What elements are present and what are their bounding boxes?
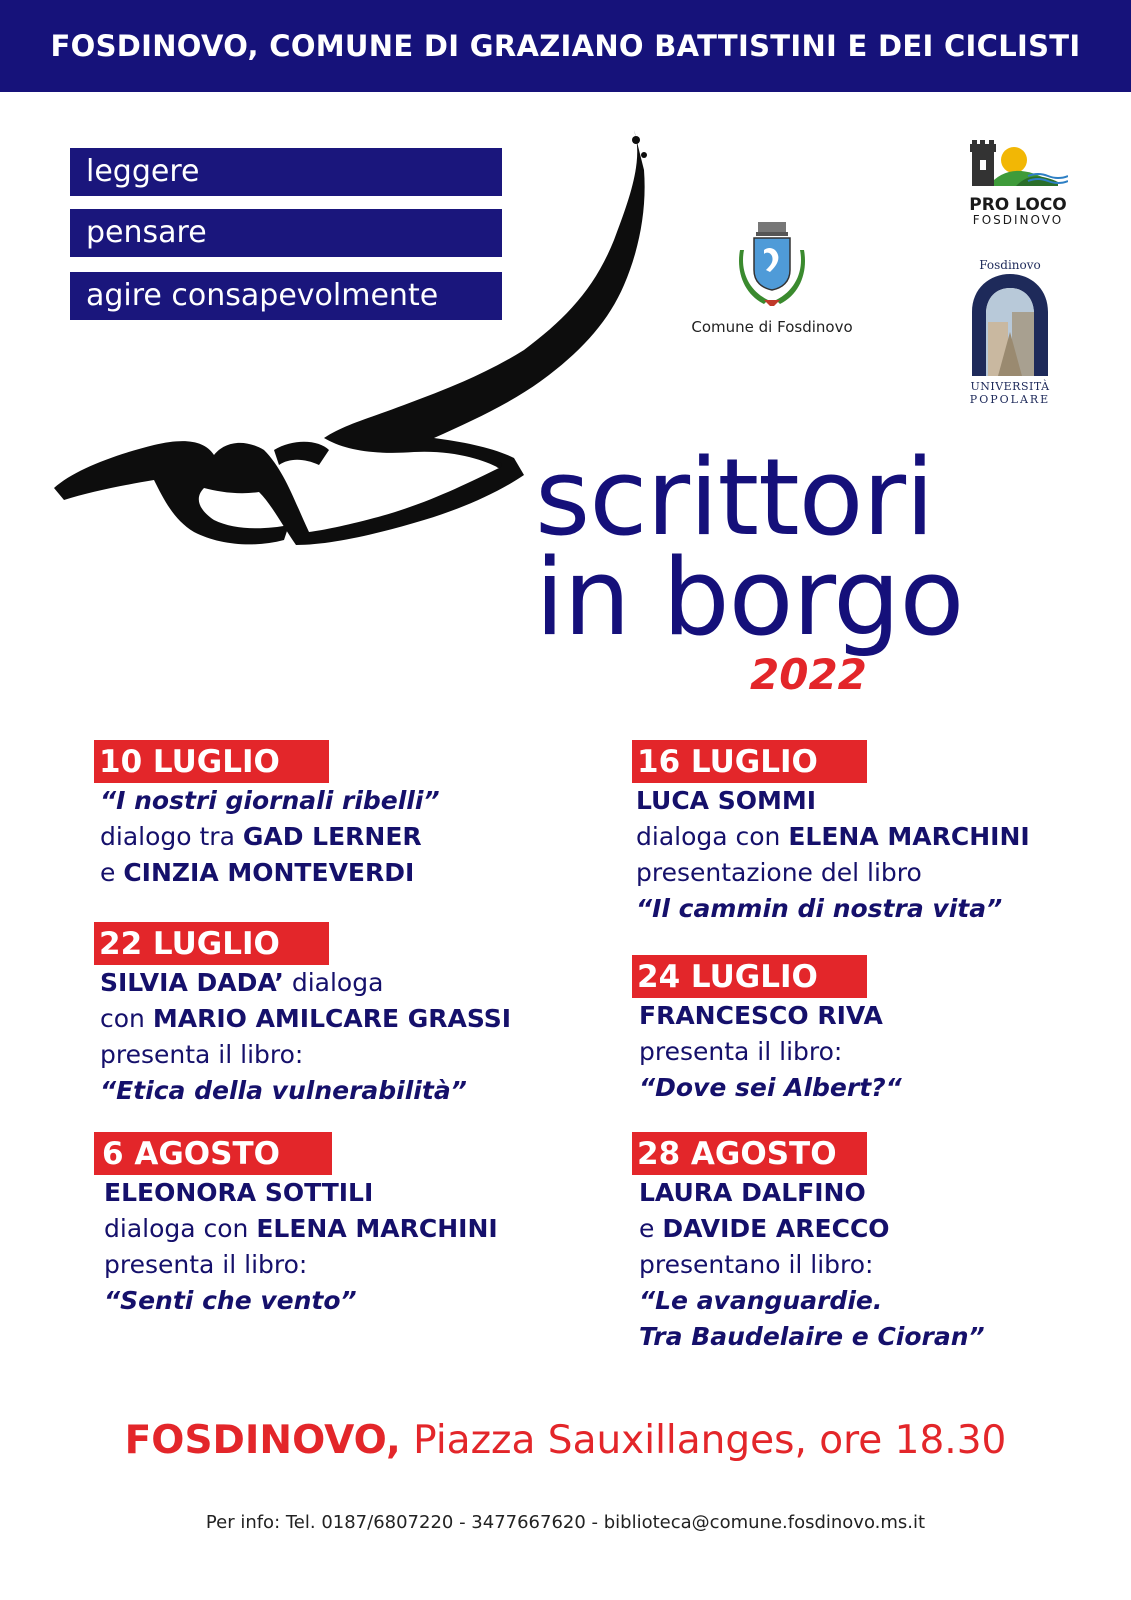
festival-year: 2022 <box>750 650 867 699</box>
banner-text: FOSDINOVO, COMUNE DI GRAZIANO BATTISTINI E DEI CICLISTI <box>50 29 1081 63</box>
event-date: 6 AGOSTO <box>94 1132 332 1175</box>
comune-logo <box>687 220 857 336</box>
comune-caption: Comune di Fosdinovo <box>691 318 853 336</box>
event-text: presentazione del libro <box>636 858 922 887</box>
event-speaker: ELEONORA SOTTILI <box>104 1178 374 1207</box>
event-text: presenta il libro: <box>639 1037 843 1066</box>
event-book: “Etica della vulnerabilità” <box>100 1076 467 1105</box>
event-speaker: FRANCESCO RIVA <box>639 1001 883 1030</box>
event-book: “Il cammin di nostra vita” <box>636 894 1003 923</box>
event-text: con <box>100 1004 153 1033</box>
event-text: dialoga <box>283 968 384 997</box>
event-6-agosto <box>94 1132 564 1319</box>
event-text: dialogo tra <box>100 822 243 851</box>
castle-tower-icon <box>968 140 1068 192</box>
event-date: 16 LUGLIO <box>632 740 867 783</box>
event-22-luglio <box>94 922 564 1109</box>
event-speaker: CINZIA MONTEVERDI <box>123 858 415 887</box>
univ-text-2: POPOLARE <box>969 393 1051 406</box>
archway-photo-icon <box>968 272 1052 376</box>
event-date: 22 LUGLIO <box>94 922 329 965</box>
title-line-1: scrittori <box>535 436 934 559</box>
event-speaker: MARIO AMILCARE GRASSI <box>152 1004 512 1033</box>
contact-info: Per info: Tel. 0187/6807220 - 3477667620 - biblioteca@comune.fosdinovo.ms.it <box>205 1512 926 1533</box>
event-speaker: GAD LERNER <box>242 822 422 851</box>
event-text: presenta il libro: <box>100 1040 304 1069</box>
event-28-agosto <box>632 1132 1102 1355</box>
event-speaker: LAURA DALFINO <box>639 1178 866 1207</box>
event-speaker: SILVIA DADA’ <box>100 968 284 997</box>
univ-text-1: UNIVERSITÀ <box>970 380 1050 393</box>
tag-agire: agire consapevolmente <box>70 272 502 320</box>
proloco-text-1: PRO LOCO <box>969 195 1067 215</box>
event-10-luglio <box>94 740 564 891</box>
univ-arch-text: Fosdinovo <box>979 258 1041 272</box>
event-16-luglio <box>632 740 1102 927</box>
event-date: 28 AGOSTO <box>632 1132 867 1175</box>
event-text: dialoga con <box>104 1214 257 1243</box>
proloco-logo <box>963 140 1073 227</box>
event-speaker: ELENA MARCHINI <box>256 1214 498 1243</box>
proloco-text-2: FOSDINOVO <box>972 213 1064 227</box>
event-text: presentano il libro: <box>639 1250 874 1279</box>
event-book: “Senti che vento” <box>104 1286 357 1315</box>
universita-logo <box>955 258 1065 406</box>
event-24-luglio <box>632 955 1102 1106</box>
venue-details: Piazza Sauxillanges, ore 18.30 <box>400 1418 1007 1463</box>
event-date: 24 LUGLIO <box>632 955 867 998</box>
event-speaker: ELENA MARCHINI <box>788 822 1030 851</box>
event-text: e <box>639 1214 663 1243</box>
title-line-2: in borgo <box>535 536 964 659</box>
tag-leggere: leggere <box>70 148 502 196</box>
venue-place: FOSDINOVO, <box>124 1418 401 1463</box>
festival-title <box>535 436 964 659</box>
tag-pensare: pensare <box>70 209 502 257</box>
event-book: “Le avanguardie. <box>639 1286 883 1315</box>
coat-of-arms-icon <box>734 220 810 310</box>
event-book: Tra Baudelaire e Cioran” <box>639 1322 985 1351</box>
event-text: presenta il libro: <box>104 1250 308 1279</box>
event-date: 10 LUGLIO <box>94 740 329 783</box>
event-speaker: DAVIDE ARECCO <box>662 1214 890 1243</box>
event-speaker: LUCA SOMMI <box>636 786 817 815</box>
event-text: dialoga con <box>636 822 789 851</box>
event-book: “Dove sei Albert?“ <box>639 1073 902 1102</box>
venue-line <box>0 1418 1131 1463</box>
event-text: e <box>100 858 124 887</box>
event-book: “I nostri giornali ribelli” <box>100 786 440 815</box>
top-banner <box>0 0 1131 92</box>
